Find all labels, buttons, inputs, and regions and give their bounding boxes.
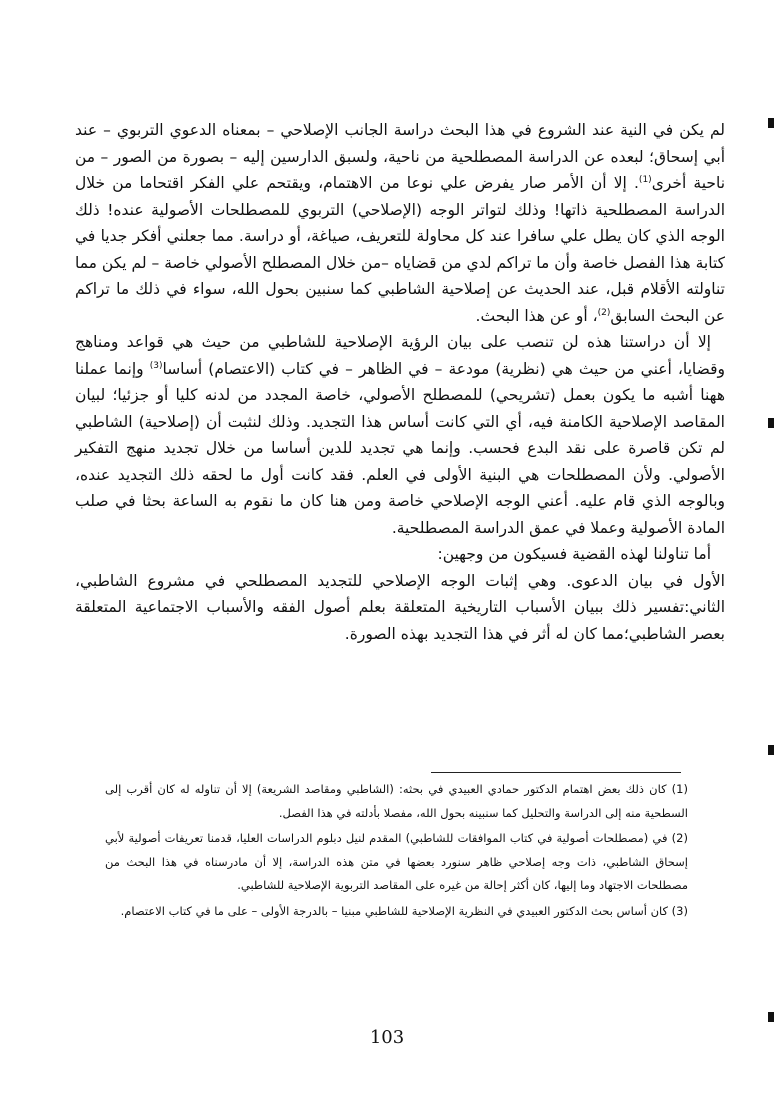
paragraph-1-end: ، أو عن هذا البحث. (475, 306, 598, 325)
scan-edge-mark (768, 418, 774, 428)
paragraph-1-middle: . إلا أن الأمر صار يفرض علي نوعا من الاهتمام، ويقتحم علي الفكر اقتحاما من خلال الدراسة المصطلحية ذاتها! وذلك لتواتر الوجه (الإصلاحي) التربوي للمصطلحات الأصولية عنده! ذلك الوجه الذي كان يطل علي سافرا عند كل محاولة للتعريف، صياغة، أو دراسة. مما جعلني أفكر جديا في كتابة هذا الفصل خاصة وأن ما تراكم لدي من قضاياه –من خلال المصطلح الأصولي خاصة – لم يكن مما تناولته الأقلام قبل، عند الحديث عن إصلاحية الشاطبي كما سنبين بحول الله، سواء في ذلك ما تراكم عن البحث السابق (75, 174, 725, 325)
footnote-2 (105, 827, 688, 898)
footnote-3 (105, 900, 688, 924)
footnotes (105, 778, 688, 925)
paragraph-3: أما تناولنا لهذه القضية فسيكون من وجهين: (437, 545, 711, 563)
footnote-ref-1: (1) (638, 174, 652, 185)
footnote-ref-3: (3) (149, 360, 163, 371)
footnote-ref-2: (2) (597, 307, 611, 318)
scan-edge-mark (768, 118, 774, 128)
paragraph-2-end: وإنما عملنا ههنا أشبه ما يكون بعمل (تشريحي) للمصطلح الأصولي، خاصة المجدد من لدنه كليا أو جزئيا؛ لبيان المقاصد الإصلاحية الكامنة فيه، أي التي كانت أساس هذا التجديد. وذلك لنثبت أن (إصلاحية) الشاطبي لم تكن قاصرة على نقد البدع فحسب. وإنما هي تجديد للدين أساسا من خلال تجديد منهج التفكير الأصولي. ولأن المصطلحات هي البنية الأولى في العلم. فقد كانت أول ما لحقه ذلك التجديد عنده، وبالوجه الذي قام عليه. أعني الوجه الإصلاحي خاصة ومن هنا كان ما نقوم به الساعة بحثا في صلب المادة الأصولية وعملا في عمق الدراسة المصطلحية. (75, 359, 725, 537)
scan-edge-mark (768, 1012, 774, 1022)
footnote-number: (1) (671, 782, 688, 796)
footnote-number: (3) (671, 903, 688, 918)
paragraph-2-start: إلا أن دراستنا هذه لن تنصب على بيان الرؤية الإصلاحية للشاطبي من حيث هي قواعد ومناهج وقضايا، أعني من حيث هي (نظرية) مودعة – في الظاهر – في كتاب (الاعتصام) أساسا (75, 333, 725, 378)
footnote-text: كان ذلك بعض اهتمام الدكتور حمادي العبيدي في بحثه: (الشاطبي ومقاصد الشريعة) إلا أن تناوله له كان أقرب إلى السطحية منه إلى الدراسة والتحليل كما سنبينه بحول الله، مفصلا بأدلته في هذا الفصل. (105, 782, 688, 820)
scan-edge-mark (768, 745, 774, 755)
paragraph-2 (75, 329, 725, 541)
paragraph-1 (75, 117, 725, 329)
main-text (75, 117, 725, 647)
paragraph-4: الأول في بيان الدعوى. وهي إثبات الوجه الإصلاحي للتجديد المصطلحي في مشروع الشاطبي، الثاني:تفسير ذلك ببيان الأسباب التاريخية المتعلقة بعلم أصول الفقه والأسباب الاجتماعية المتعلقة بعصر الشاطبي؛مما كان له أثر في هذا التجديد بهذه الصورة. (75, 571, 725, 643)
footnote-1 (105, 778, 688, 825)
footnote-number: (2) (671, 831, 688, 845)
page-number: 103 (369, 1027, 405, 1048)
paragraph-1-start: لم يكن في النية عند الشروع في هذا البحث دراسة الجانب الإصلاحي – بمعناه الدعوي التربوي – عند أبي إسحاق؛ لبعده عن الدراسة المصطلحية من ناحية، ولسبق الدارسين إليه – بصورة من الصور – من ناحية أخرى (75, 121, 726, 192)
footnote-text: كان أساس بحث الدكتور العبيدي في النظرية الإصلاحية للشاطبي مبنيا – بالدرجة الأولى – على ما في كتاب الاعتصام. (120, 903, 669, 918)
footnote-text: في (مصطلحات أصولية في كتاب الموافقات للشاطبي) المقدم لنيل دبلوم الدراسات العليا، قدمنا تعريفات أصولية لأبي إسحاق الشاطبي، ذات وجه إصلاحي ظاهر سنورد بعضها في متن هذه الدراسة، إلا أن مادرسناه في هذا البحث من مصطلحات الاجتهاد وما إليها، كان أكثر إحالة من غيره على المقاصد التربوية الإصلاحية للشاطبي. (105, 831, 688, 892)
footnote-separator (431, 772, 681, 773)
